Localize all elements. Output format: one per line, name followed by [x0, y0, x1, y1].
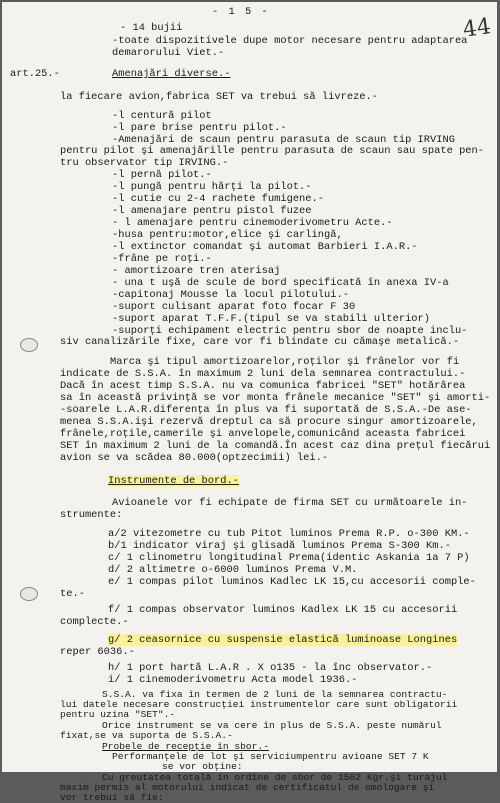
list-item: e/ 1 compas pilot luminos Kadlec LK 15,cu accesorii comple- — [108, 576, 476, 588]
margin-note: 44 — [461, 14, 493, 43]
paragraph-line: sa în această privinţă se vor monta frânele mecanice "SET" şi amorti- — [60, 392, 491, 404]
list-item: d/ 2 altimetre o-6000 luminos Prema V.M. — [108, 564, 358, 576]
list-item: -l pungă pentru hărţi la pilot.- — [112, 181, 312, 193]
list-item: c/ 1 clinometru longitudinal Prema(identic Askania 1a 7 P) — [108, 552, 470, 564]
text-line: demarorului Viet.- — [112, 47, 225, 59]
text-line: - 14 bujii — [120, 22, 183, 34]
text-line: -toate dispozitivele dupe motor necesare pentru adaptarea — [112, 35, 468, 47]
text-line: pentru pilot şi amenajărille pentru parasuta de scaun sau spate pen- — [60, 145, 485, 157]
text-line: siv canalizările fixe, care vor fi blindate cu cămaşe metalică.- — [60, 336, 460, 348]
list-item: i/ 1 cinemoderivometru Acta model 1936.- — [108, 674, 358, 686]
paragraph-line: lui datele necesare construcţiei instrumentelor care sunt obligatorii — [60, 699, 458, 711]
paragraph-line: fixat,se va suporta de S.S.A.- — [60, 729, 233, 741]
list-item: a/2 vitezometre cu tub Pitot luminos Prema R.P. o-300 KM.- — [108, 528, 470, 540]
list-item: -husa pentru:motor,elice şi carlingă, — [112, 229, 343, 241]
text-line: tru observator tip IRVING.- — [60, 157, 229, 169]
paragraph-line: indicate de S.S.A. în maximum 2 luni dela semnarea contractului.- — [60, 368, 466, 380]
list-item: b/1 indicator viraj şi glisadă luminos Prema S-300 Km.- — [108, 540, 451, 552]
section-heading: Probele de recepţie în sbor.- — [102, 741, 269, 752]
paragraph-line: pentru uzina "SET".- — [60, 709, 176, 721]
list-item: - una t uşă de scule de bord specificată în anexa IV-a — [112, 277, 449, 289]
list-item: complecte.- — [60, 616, 129, 628]
list-item: -suport culisant aparat foto focar F 30 — [112, 301, 356, 313]
list-item: -frâne pe roţi.- — [112, 253, 212, 265]
paragraph-line: Orice instrument se va cere în plus de S.S.A. peste numărul — [102, 719, 442, 731]
list-item: -l pernă pilot.- — [112, 169, 212, 181]
paragraph-line: se vor obţine: — [162, 761, 243, 773]
list-item: -l cutie cu 2-4 rachete fumigene.- — [112, 193, 325, 205]
list-item: - l amenajare pentru cinemoderivometru Acte.- — [112, 217, 393, 229]
list-item-highlighted: g/ 2 ceasornice cu suspensie elastică luminoase Longines — [108, 634, 458, 646]
list-item: h/ 1 port hartă L.A.R . X o135 - la înc observator.- — [108, 662, 433, 674]
list-item: -l amenajare pentru pistol fuzee — [112, 205, 312, 217]
paragraph-line: strumente: — [60, 509, 123, 521]
paragraph-line: SET în maximum 2 luni de la comandă.În acest caz dina preţul fiecărui — [60, 440, 491, 452]
article-number: art.25.- — [10, 68, 60, 80]
list-item: -suport aparat T.F.F.(tipul se va stabili ulterior) — [112, 313, 431, 325]
list-item: -Amenajări de scaun pentru parasuta de scaun tip IRVING — [112, 134, 455, 146]
paragraph-line: Performanţele de lot şi serviciumpentru avioane SET 7 K — [112, 751, 429, 763]
document-page — [2, 2, 497, 803]
list-item: f/ 1 compas observator luminos Kadlex LK 15 cu accesorii — [108, 604, 458, 616]
list-item: -l extinctor comandat şi automat Barbieri I.A.R.- — [112, 241, 418, 253]
list-item: te.- — [60, 588, 85, 600]
list-item: -capitonaj Mousse la locul pilotului.- — [112, 289, 349, 301]
list-item: -suporţi echipament electric pentru sbor de noapte inclu- — [112, 325, 468, 337]
section-heading: Instrumente de bord.- — [108, 475, 239, 487]
paragraph-line: S.S.A. va fixa în termen de 2 luni de la semnarea contractu- — [102, 689, 448, 700]
list-item: -l pare brise pentru pilot.- — [112, 122, 287, 134]
paragraph-line: Marca şi tipul amortizoarelor,roţilor şi frânelor vor fi — [110, 356, 460, 368]
paragraph-line: maxim permis al motorului indicat de certificatul de omologare şi — [60, 781, 435, 793]
paragraph-line: Cu greutatea totală în ordine de sbor de 1562 Kgr.şi turajul — [102, 771, 448, 783]
page-number: - 1 5 - — [212, 6, 270, 18]
paragraph-line: Dacă în acest timp S.S.A. nu va comunica fabricei "SET" hotărârea — [60, 380, 466, 392]
list-item: - amortizoare tren aterisaj — [112, 265, 281, 277]
binder-hole — [20, 338, 38, 352]
text-line: la fiecare avion,fabrica SET va trebui să livreze.- — [60, 91, 379, 103]
paragraph-line: frânele,roţile,camerile şi anvelopele,comunicând aceasta fabricei — [60, 428, 466, 440]
list-item: reper 6036.- — [60, 646, 135, 658]
section-heading: Amenajări diverse.- — [112, 68, 231, 80]
binder-hole — [20, 587, 38, 601]
list-item: -l centură pilot — [112, 110, 212, 122]
paragraph-line: menea S.S.A.işi rezervă dreptul ca să procure singur amortizoarele, — [60, 416, 478, 428]
paragraph-line: avion se va scădea 80.000(optzecimii) lei.- — [60, 452, 329, 464]
paragraph-line: vor trebui să fie: — [60, 792, 164, 803]
paragraph-line: Avioanele vor fi echipate de firma SET cu următoarele in- — [112, 497, 468, 509]
paragraph-line: -soarele L.A.R.diferenţa în plus va fi suportată de S.S.A.-De ase- — [60, 404, 472, 416]
